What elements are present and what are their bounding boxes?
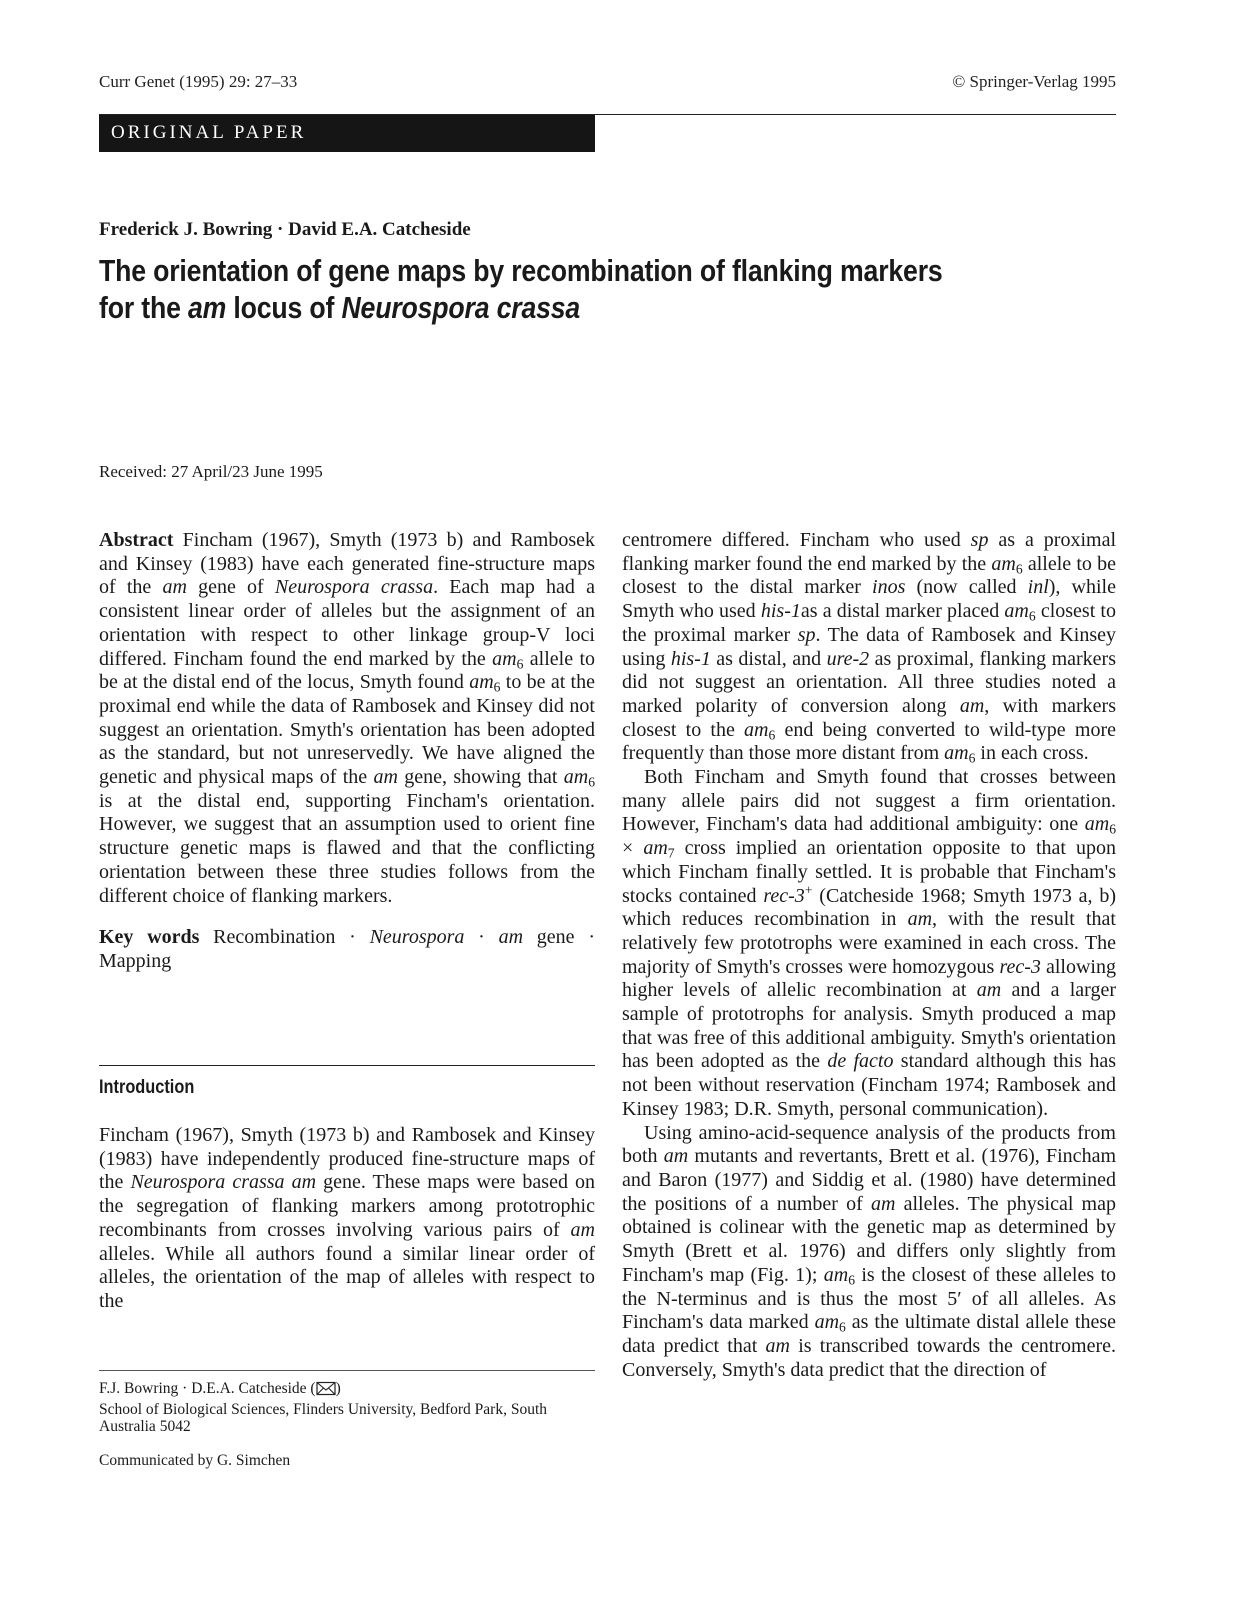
right-column-body (622, 529, 1116, 1382)
introduction-section (99, 1124, 595, 1314)
keywords (99, 926, 595, 973)
body-paragraph-2: Both Fincham and Smyth found that crosses between many allele pairs did not suggest a firm orientation. However, Fincham's data had additional ambiguity: one $am_6 \times am_7$ cross implied an orientation opposite to that upon which Fincham finally settled. It is probable that Fincham's stocks contained rec-3+ (Catcheside 1968; Smyth 1973 a, b) which reduces recombination in am, with the result that relatively few prototrophs were examined in each cross. The majority of Smyth's crosses were homozygous rec-3 allowing higher levels of allelic recombination at am and a larger sample of prototrophs for analysis. Smyth produced a map that was free of this additional ambiguity. Smyth's orientation has been adopted as the de facto standard although this has not been without reservation (Fincham 1974; Rambosek and Kinsey 1983; D.R. Smyth, personal communication). (622, 766, 1116, 1120)
body-paragraph-1: centromere differed. Fincham who used sp as a proximal flanking marker found the end marked by the $am_6$ allele to be closest to the distal marker inos (now called inl), while Smyth who used his-1as a distal marker placed $am_6$ closest to the proximal marker sp. The data of Rambosek and Kinsey using his-1 as distal, and ure-2 as proximal, flanking markers did not suggest an orientation. All three studies noted a marked polarity of conversion along am, with markers closest to the $am_6$ end being converted to wild-type more frequently than those more distant from $am_6$ in each cross. (622, 529, 1117, 766)
communicated-by: Communicated by G. Simchen (99, 1452, 291, 1469)
received-date: Received: 27 April/23 June 1995 (99, 462, 323, 481)
footnote-affiliation: School of Biological Sciences, Flinders University, Bedford Park, South Australia 5042 (99, 1400, 548, 1435)
copyright-notice: © Springer-Verlag 1995 (952, 72, 1116, 91)
abstract-body: Fincham (1967), Smyth (1973 b) and Rambosek and Kinsey (1983) have each generated fine-structure maps of the am gene of Neurospora crassa. Each map had a consistent linear order of alleles but the assignment of an orientation with respect to other linkage group-V loci differed. Fincham found the end marked by the $am_6$ allele to be at the distal end of the locus, Smyth found $am_6$ to be at the proximal end while the data of Rambosek and Kinsey did not suggest an orientation. Smyth's orientation has been adopted as the standard, but not unreservedly. We have aligned the genetic and physical maps of the am gene, showing that $am_6$ is at the distal end, supporting Fincham's orientation. However, we suggest that an assumption used to orient fine structure genetic maps is flawed and that the conflicting orientation between these three studies follows from the different choice of flanking markers. (99, 529, 595, 907)
footnote-authors: F.J. Bowring · D.E.A. Catcheside ( ) (99, 1380, 599, 1401)
author-footnote (99, 1380, 599, 1436)
footnote-rule (99, 1370, 595, 1371)
body-paragraph-3: Using amino-acid-sequence analysis of the products from both am mutants and revertants, Brett et al. (1976), Fincham and Baron (1977) and Siddig et al. (1980) have determined the positions of a number of am alleles. The physical map obtained is colinear with the genetic map as determined by Smyth (Brett et al. 1976) and differs only slightly from Fincham's map (Fig. 1); $am_6$ is the closest of these alleles to the N-terminus and is thus the most 5′ of all alleles. As Fincham's data marked $am_6$ as the ultimate distal allele these data predict that am is transcribed towards the centromere. Conversely, Smyth's data predict that the direction of (622, 1121, 1116, 1381)
abstract-label: Abstract (99, 529, 174, 551)
article-type-banner: ORIGINAL PAPER (99, 115, 595, 152)
article-title: The orientation of gene maps by recombination of flanking markers for the am locus of Neurospora crassa (99, 253, 943, 325)
keywords-body: Recombination · Neurospora · am gene · Mapping (99, 926, 595, 972)
author-list: Frederick J. Bowring · David E.A. Catcheside (99, 219, 471, 240)
section-divider (99, 1065, 595, 1066)
journal-reference: Curr Genet (1995) 29: 27–33 (99, 72, 298, 91)
abstract-text (99, 529, 595, 908)
envelope-icon (316, 1381, 336, 1401)
introduction-paragraph: Fincham (1967), Smyth (1973 b) and Rambosek and Kinsey (1983) have independently produced fine-structure maps of the Neurospora crassa am gene. These maps were based on the segregation of flanking markers among prototrophic recombinants from crosses involving various pairs of am alleles. While all authors found a similar linear order of alleles, the orientation of the map of alleles with respect to the (99, 1124, 595, 1312)
abstract-section (99, 529, 595, 974)
introduction-heading: Introduction (99, 1077, 195, 1098)
keywords-label: Key words (99, 926, 200, 949)
